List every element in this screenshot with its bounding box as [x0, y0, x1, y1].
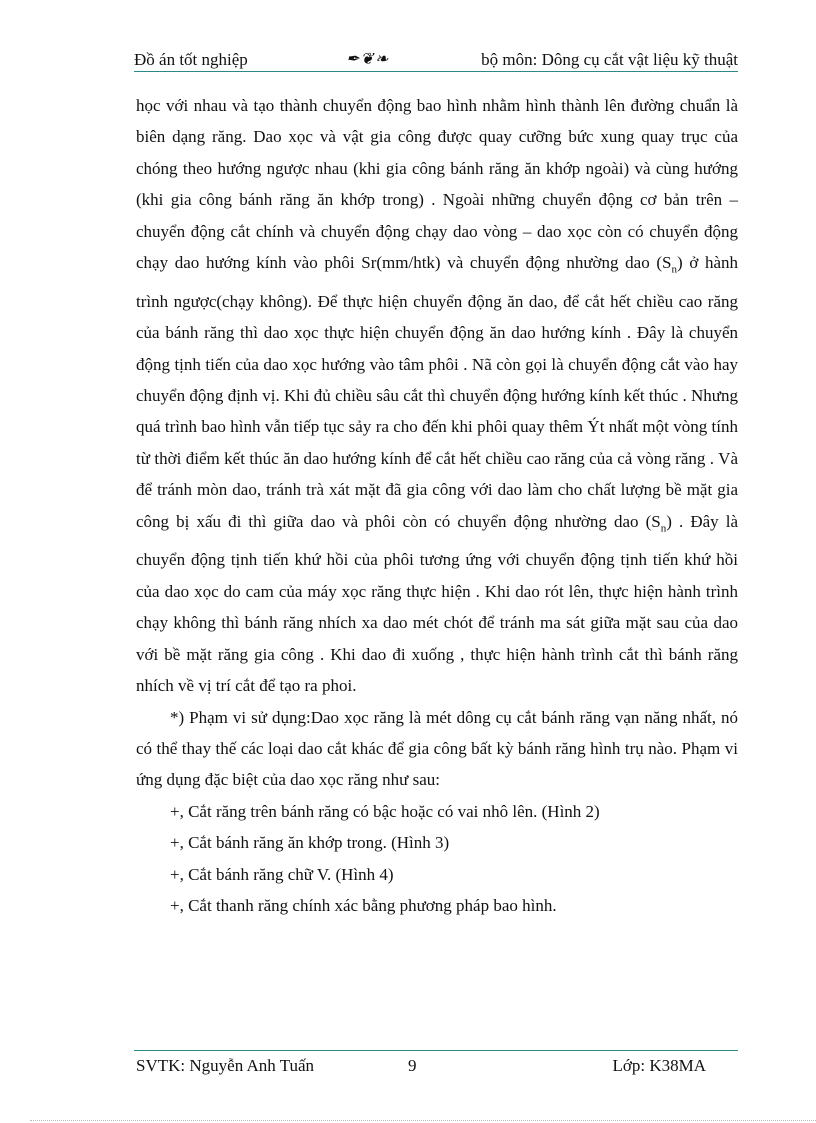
header-department: bộ môn: Dông cụ cắt vật liệu kỹ thuật	[481, 50, 738, 69]
paragraph-motion-part-b: ) ở hành trình ngược(chạy không). Để thực hiện chuyển động ăn dao, để cắt hết chiều cao răng của bánh răng thì dao xọc thực hiện chuyển động ăn dao hướng kính . Đây là chuyển động tịnh tiến của dao xọc hướng vào tâm phôi . Nã còn gọi là chuyển động cắt vào hay chuyển động định vị. Khi đủ chiều sâu cắt thì chuyển động hướng kính kết thúc . Nhưng quá trình bao hình vẫn tiếp tục sảy ra cho đến khi phôi quay thêm Ýt nhất một vòng tính từ thời điểm kết thúc ăn dao hướng kính để cắt hết chiều cao răng của cả vòng răng . Và để tránh mòn dao, tránh trà xát mặt đã gia công với dao làm cho chất lượng bề mặt gia công bị xấu đi thì giữa dao và phôi còn có chuyển động nhường dao (S	[136, 253, 738, 531]
list-item: +, Cắt răng trên bánh răng có bậc hoặc có vai nhô lên. (Hình 2)	[170, 801, 600, 821]
header-ornament-icon: ✒❦❧	[346, 51, 390, 68]
paragraph-motion-part-c: ) . Đây là chuyển động tịnh tiến khứ hồi của phôi tương ứng với chuyển động tịnh tiến khứ hồi của dao xọc do cam của máy xọc răng thực hiện . Khi dao rót lên, thực hiện hành trình chạy không thì bánh răng nhích xa dao mét chót để tránh ma sát giữa mặt sau của dao với bề mặt răng gia công . Khi dao đi xuống , thực hiện hành trình cắt thì bánh răng nhích về vị trí cắt để tạo ra phoi.	[136, 511, 738, 696]
footer-author: SVTK: Nguyễn Anh Tuấn	[136, 1056, 315, 1075]
page-number: 9	[408, 1056, 417, 1075]
page-edge-divider	[30, 1120, 816, 1121]
subscript-n: n	[671, 263, 677, 276]
paragraph-scope: *) Phạm vi sử dụng:Dao xọc răng là mét dông cụ cắt bánh răng vạn năng nhất, nó có thể thay thế các loại dao cắt khác để gia công bất kỳ bánh răng hình trụ nào. Phạm vi ứng dụng đặc biệt của dao xọc răng như sau:	[136, 707, 738, 790]
paragraph-motion-part-a: học với nhau và tạo thành chuyển động bao hình nhằm hình thành lên đường chuẩn là biên dạng răng. Dao xọc và vật gia công được quay cưỡng bức xung quay trục của chóng theo hướng ngược nhau (khi gia công bánh răng ăn khớp ngoài) và cùng hướng (khi gia công bánh răng ăn khớp trong) . Ngoài những chuyển động cơ bản trên – chuyển động cắt chính và chuyển động chạy dao vòng – dao xọc còn có chuyển động chạy dao hướng kính vào phôi Sr(mm/htk) và chuyển động nhường dao (S	[136, 96, 738, 273]
list-item: +, Cắt thanh răng chính xác bằng phương pháp bao hình.	[170, 895, 557, 915]
list-item: +, Cắt bánh răng chữ V. (Hình 4)	[170, 864, 394, 884]
footer-class: Lớp: K38MA	[612, 1056, 706, 1075]
subscript-n: n	[660, 522, 667, 535]
page-footer	[136, 1054, 706, 1078]
footer-rule	[134, 1050, 738, 1051]
body-text	[136, 90, 738, 921]
page-header	[134, 48, 738, 72]
header-title: Đồ án tốt nghiệp	[134, 50, 248, 69]
header-rule	[134, 71, 738, 72]
list-item: +, Cắt bánh răng ăn khớp trong. (Hình 3)	[170, 833, 450, 853]
paragraph-motion	[136, 90, 738, 702]
